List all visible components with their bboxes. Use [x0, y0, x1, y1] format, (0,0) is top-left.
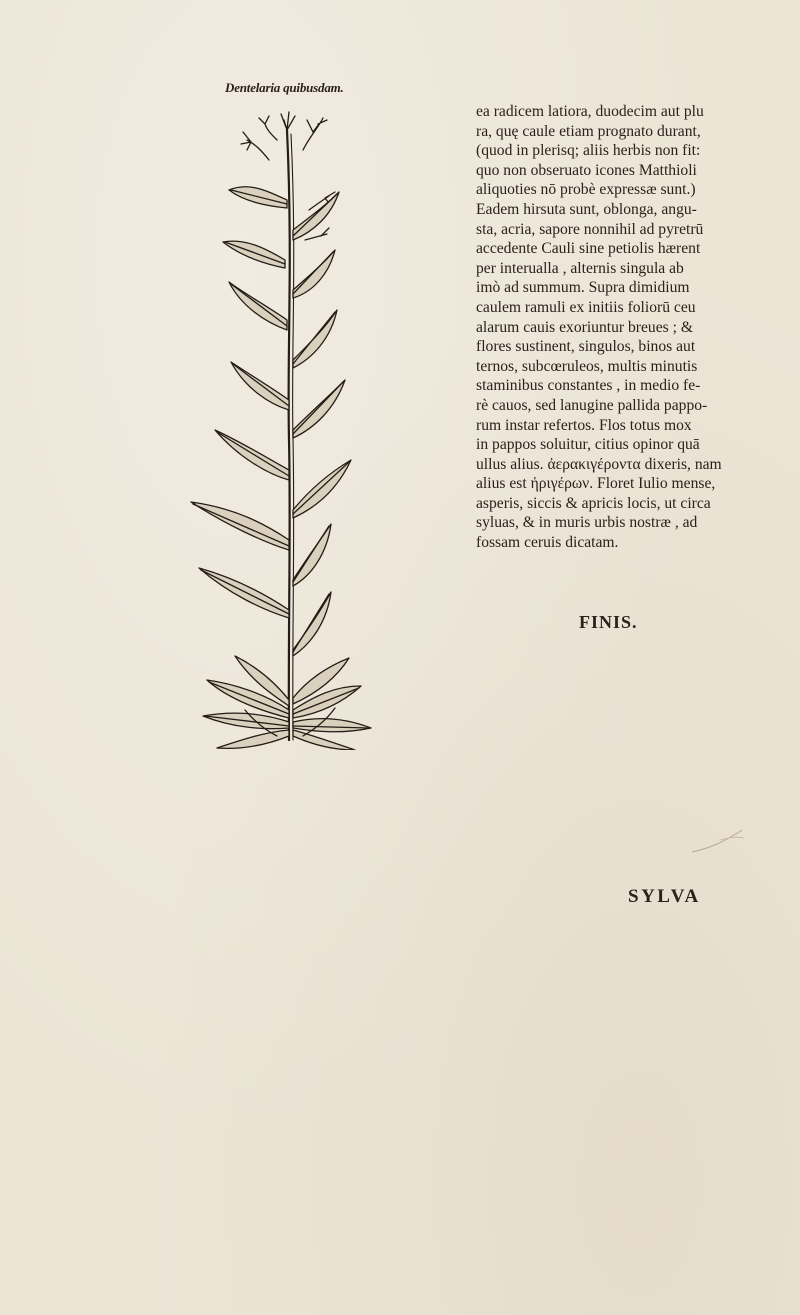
body-text — [476, 102, 788, 553]
illustration-caption: Dentelaria quibusdam. — [225, 80, 344, 95]
text-line: sta, acria, sapore nonnihil ad pyretrū — [476, 220, 704, 238]
plant-woodcut-illustration — [185, 110, 385, 750]
text-line: per interualla , alternis singula ab — [476, 259, 684, 277]
text-line: quo non obseruato icones Matthioli — [476, 161, 697, 179]
text-line: alius est ἠριγέρων. Floret Iulio mense, — [476, 475, 716, 493]
text-line: ea radicem latiora, duodecim aut plu — [476, 103, 704, 120]
text-line: alarum cauis exoriuntur breues ; & — [476, 318, 693, 336]
text-line: (quod in plerisq; aliis herbis non fit: — [476, 142, 701, 160]
text-line: syluas, & in muris urbis nostræ , ad — [476, 514, 698, 532]
text-line: flores sustinent, singulos, binos aut — [476, 338, 696, 356]
text-line: staminibus constantes , in medio fe- — [476, 377, 701, 395]
text-line: ternos, subcœruleos, multis minutis — [476, 357, 698, 375]
catchword: SYLVA — [628, 886, 701, 907]
text-line: rè cauos, sed lanugine pallida pappo- — [476, 396, 708, 414]
text-line: ra, quę caule etiam prognato durant, — [476, 122, 701, 140]
text-line: caulem ramuli ex initiis foliorū ceu — [476, 298, 696, 316]
text-line: rum instar refertos. Flos totus mox — [476, 416, 692, 434]
text-line: in pappos soluitur, citius opinor quā — [476, 436, 700, 454]
text-line: imò ad summum. Supra dimidium — [476, 279, 690, 297]
text-line: fossam ceruis dicatam. — [476, 534, 619, 552]
text-line: ullus alius. ἀερακιγέροντα dixeris, nam — [476, 455, 722, 473]
text-line: aliquoties nō probè expressæ sunt.) — [476, 181, 696, 199]
finis-heading: FINIS. — [579, 612, 638, 632]
text-line: accedente Cauli sine petiolis hærent — [476, 240, 701, 258]
text-line: asperis, siccis & apricis locis, ut circa — [476, 494, 711, 512]
ink-flourish — [690, 826, 750, 856]
text-line: Eadem hirsuta sunt, oblonga, angu- — [476, 200, 697, 218]
